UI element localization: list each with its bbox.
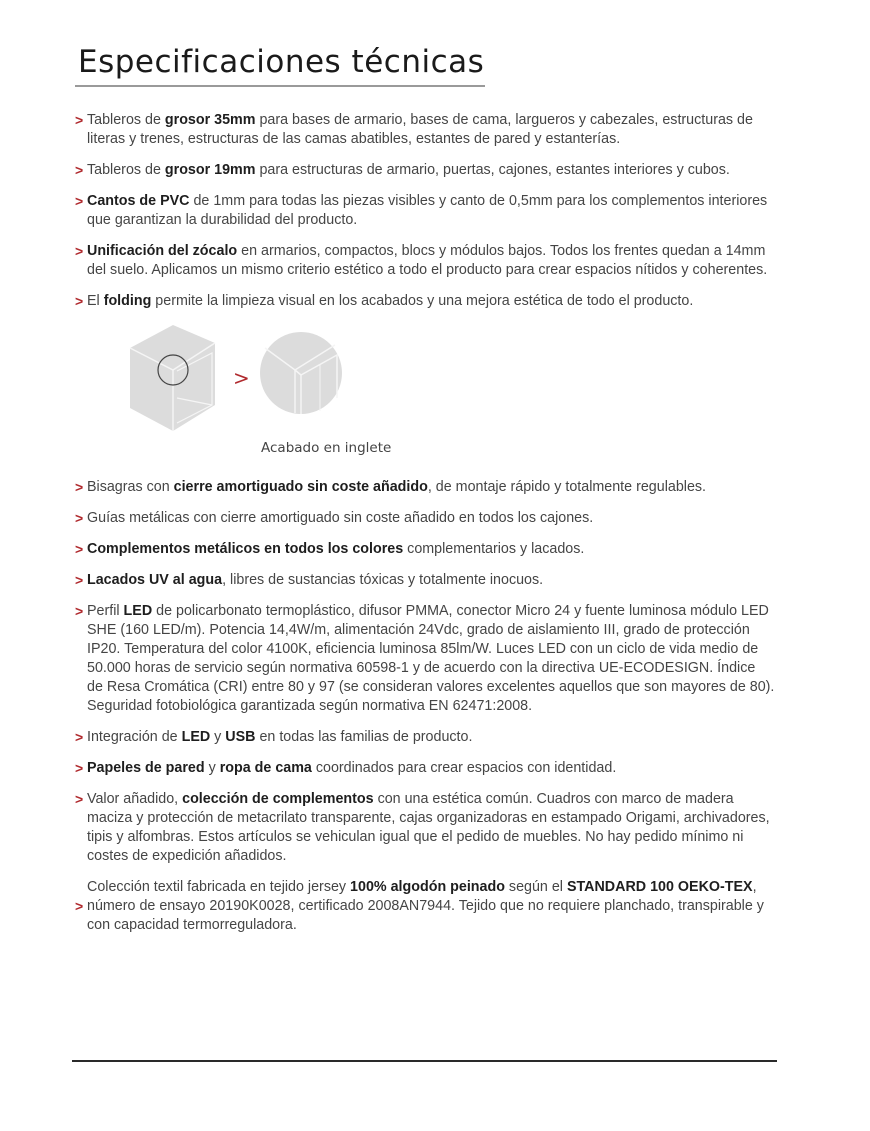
spec-item-emphasis: colección de complementos bbox=[182, 791, 374, 807]
spec-item-emphasis: folding bbox=[103, 293, 152, 309]
spec-item-emphasis: Lacados UV al agua bbox=[87, 572, 223, 588]
spec-item-emphasis: Cantos de PVC bbox=[87, 193, 190, 209]
spec-item-text: Integración de bbox=[87, 729, 182, 745]
spec-item-text: Guías metálicas con cierre amortiguado sin coste añadido en todos los cajones. bbox=[87, 510, 594, 526]
spec-item bbox=[75, 509, 775, 528]
spec-item-text: Tableros de bbox=[87, 162, 165, 178]
spec-item-emphasis: 100% algodón peinado bbox=[350, 879, 505, 895]
mitre-corner-detail-icon bbox=[260, 332, 342, 414]
spec-item-emphasis: USB bbox=[225, 729, 256, 745]
spec-item-text: y bbox=[204, 760, 220, 776]
spec-item-text: según el bbox=[504, 879, 567, 895]
spec-item-emphasis: STANDARD 100 OEKO-TEX bbox=[566, 879, 753, 895]
spec-item bbox=[75, 242, 775, 280]
spec-item bbox=[75, 790, 775, 866]
bullet-arrow-icon: > bbox=[75, 293, 84, 309]
folding-figure bbox=[75, 323, 775, 468]
spec-item-text: Perfil bbox=[87, 603, 124, 619]
cube-detail-icon bbox=[130, 325, 215, 431]
footer-rule bbox=[72, 1060, 777, 1062]
spec-item-emphasis: cierre amortiguado sin coste añadido bbox=[173, 479, 428, 495]
spec-item-emphasis: grosor 19mm bbox=[164, 162, 256, 178]
spec-item-text: , número de ensayo 20190K0028, certificado 2008AN7944. Tejido que no requiere planchado, transpirable y con capacidad termorreguladora. bbox=[87, 879, 764, 933]
spec-item-text: para bases de armario, bases de cama, largueros y cabezales, estructuras de literas y trenes, estructuras de las camas abatibles, estantes de pared y estanterías. bbox=[87, 112, 753, 147]
spec-item bbox=[75, 602, 775, 716]
title-underline bbox=[75, 85, 485, 87]
spec-item-text: permite la limpieza visual en los acabados y una mejora estética de todo el producto. bbox=[151, 293, 694, 309]
bullet-arrow-icon: > bbox=[75, 479, 84, 495]
folding-illustration bbox=[115, 323, 395, 438]
spec-item-text: con una estética común. Cuadros con marco de madera maciza y protección de metacrilato transparente, cajas organizadoras en estampado Origami, archivadores, tipis y alfombras. Estos artículos se vehiculan igual que el pedido de muebles. No hay pedido mínimo ni costes de expedición añadidos. bbox=[87, 791, 770, 864]
bullet-arrow-icon: > bbox=[75, 162, 84, 178]
spec-item-text: Colección textil fabricada en tejido jersey bbox=[87, 879, 351, 895]
spec-item-emphasis: ropa de cama bbox=[219, 760, 312, 776]
spec-item-text: Tableros de bbox=[87, 112, 165, 128]
spec-item-emphasis: Complementos metálicos en todos los colores bbox=[87, 541, 404, 557]
spec-item bbox=[75, 292, 775, 311]
spec-item bbox=[75, 728, 775, 747]
spec-item bbox=[75, 478, 775, 497]
bullet-arrow-icon: > bbox=[75, 760, 84, 776]
spec-item-emphasis: LED bbox=[181, 729, 211, 745]
spec-item-emphasis: LED bbox=[123, 603, 153, 619]
figure-caption: Acabado en inglete bbox=[261, 440, 392, 456]
bullet-arrow-icon: > bbox=[75, 791, 84, 807]
bullet-arrow-icon: > bbox=[75, 729, 84, 745]
bullet-arrow-icon: > bbox=[75, 193, 84, 209]
arrow-icon: > bbox=[233, 366, 250, 390]
spec-list bbox=[75, 111, 775, 947]
spec-item-text: de 1mm para todas las piezas visibles y canto de 0,5mm para los complementos interiores que garantizan la durabilidad del producto. bbox=[87, 193, 768, 228]
spec-item bbox=[75, 192, 775, 230]
spec-item-text: complementarios y lacados. bbox=[403, 541, 585, 557]
spec-item bbox=[75, 161, 775, 180]
spec-item-text: El bbox=[87, 293, 104, 309]
spec-item-text: , de montaje rápido y totalmente regulables. bbox=[427, 479, 707, 495]
spec-item-text: Bisagras con bbox=[87, 479, 174, 495]
bullet-arrow-icon: > bbox=[75, 603, 84, 619]
spec-item bbox=[75, 878, 775, 935]
spec-item-text: en armarios, compactos, blocs y módulos bajos. Todos los frentes quedan a 14mm del suelo. Aplicamos un mismo criterio estético a todo el producto para crear espacios nítidos y coherentes. bbox=[87, 243, 768, 278]
spec-item-text: Valor añadido, bbox=[87, 791, 183, 807]
spec-list-top bbox=[75, 111, 775, 311]
spec-item-emphasis: Papeles de pared bbox=[87, 760, 205, 776]
spec-item-text: de policarbonato termoplástico, difusor PMMA, conector Micro 24 y fuente luminosa módulo LED SHE (160 LED/m). Potencia 14,4W/m, alimentación 24Vdc, grado de aislamiento III, grado de protección IP20. Temperatura del color 4100K, eficiencia luminosa 85lm/W. Luces LED con un ciclo de vida medio de 50.000 horas de servicio según normativa 60598-1 y de acuerdo con la directiva UE-ECODESIGN. Índice de Resa Cromática (CRI) entre 80 y 97 (se consideran valores excelentes aquellos que son mayores de 80). Seguridad fotobiológica garantizada según normativa EN 62471:2008. bbox=[87, 603, 775, 714]
spec-item-text: en todas las familias de producto. bbox=[255, 729, 473, 745]
spec-list-bottom bbox=[75, 478, 775, 935]
bullet-arrow-icon: > bbox=[75, 243, 84, 259]
spec-item-text: coordinados para crear espacios con identidad. bbox=[311, 760, 617, 776]
spec-item-text: para estructuras de armario, puertas, cajones, estantes interiores y cubos. bbox=[255, 162, 730, 178]
spec-item-text: y bbox=[210, 729, 226, 745]
bullet-arrow-icon: > bbox=[75, 112, 84, 128]
spec-item bbox=[75, 540, 775, 559]
bullet-arrow-icon: > bbox=[75, 572, 84, 588]
spec-item bbox=[75, 759, 775, 778]
page-title: Especificaciones técnicas bbox=[78, 44, 485, 80]
spec-item bbox=[75, 571, 775, 590]
spec-item-text: , libres de sustancias tóxicas y totalmente inocuos. bbox=[222, 572, 544, 588]
bullet-arrow-icon: > bbox=[75, 541, 84, 557]
bullet-arrow-icon: > bbox=[75, 510, 84, 526]
bullet-arrow-icon: > bbox=[75, 898, 84, 914]
spec-item-emphasis: Unificación del zócalo bbox=[87, 243, 238, 259]
spec-item bbox=[75, 111, 775, 149]
spec-item-emphasis: grosor 35mm bbox=[164, 112, 256, 128]
